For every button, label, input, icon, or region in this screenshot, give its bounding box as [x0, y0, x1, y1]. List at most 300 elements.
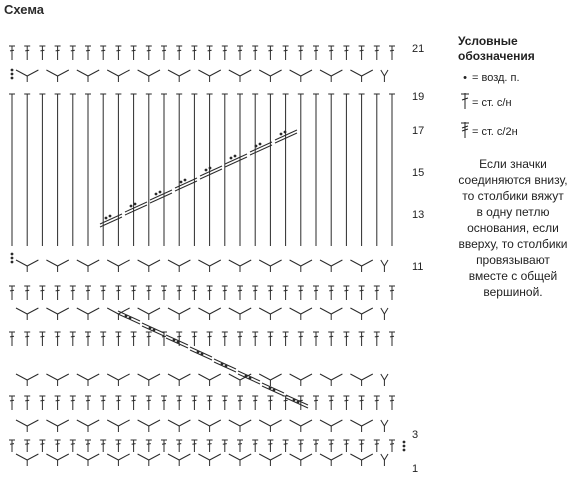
v-stitch [77, 260, 88, 266]
stitch-bar [101, 400, 105, 401]
legend-label-dc: = ст. с/н [472, 96, 512, 109]
stitch-bar [238, 50, 242, 51]
v-stitch [138, 454, 149, 460]
v-stitch [88, 260, 99, 266]
stitch-bar [162, 400, 166, 401]
v-stitch [384, 420, 388, 426]
stitch-bar [314, 336, 318, 337]
chain-dot [105, 217, 108, 220]
v-stitch [88, 420, 99, 426]
v-stitch [270, 454, 281, 460]
v-stitch [168, 420, 179, 426]
stitch-bar [177, 290, 181, 291]
stitch-bar [223, 50, 227, 51]
v-stitch [350, 374, 361, 380]
stitch-bar [299, 290, 303, 291]
stitch-bar [375, 336, 379, 337]
stitch-bar [132, 400, 136, 401]
chain-dot [280, 133, 283, 136]
v-stitch [301, 374, 312, 380]
stitch-bar [86, 336, 90, 337]
stitch-bar [25, 50, 29, 51]
v-stitch [149, 70, 160, 76]
v-stitch [381, 454, 385, 460]
v-stitch [118, 374, 129, 380]
stitch-bar [299, 50, 303, 51]
stitch-bar [71, 444, 75, 445]
chain-dot [155, 193, 158, 196]
v-stitch [331, 260, 342, 266]
chain-dot-icon: • [463, 72, 467, 84]
stitch-bar [116, 444, 120, 445]
v-stitch [301, 260, 312, 266]
v-stitch [118, 260, 129, 266]
stitch-bar [223, 336, 227, 337]
stitch-bar [329, 290, 333, 291]
v-stitch [270, 374, 281, 380]
v-stitch [77, 454, 88, 460]
stitch-bar [344, 400, 348, 401]
chain-dot [273, 389, 276, 392]
chain-dot [269, 387, 272, 390]
v-stitch [179, 420, 190, 426]
v-stitch [240, 420, 251, 426]
v-stitch [138, 420, 149, 426]
v-stitch [320, 374, 331, 380]
stitch-bar [223, 290, 227, 291]
chain-dot [11, 73, 14, 76]
v-stitch [16, 260, 27, 266]
v-stitch [27, 454, 38, 460]
legend [458, 34, 574, 300]
crochet-chart [0, 24, 450, 500]
v-stitch [118, 454, 129, 460]
v-stitch [168, 308, 179, 314]
v-stitch [362, 454, 373, 460]
v-stitch [362, 70, 373, 76]
stitch-bar [177, 50, 181, 51]
v-stitch [107, 308, 118, 314]
stitch-bar [344, 290, 348, 291]
stitch-bar [25, 444, 29, 445]
diagram-title: Схема [4, 2, 45, 17]
stitch-bar [238, 444, 242, 445]
v-stitch [27, 420, 38, 426]
stitch-bar [116, 336, 120, 337]
v-stitch [270, 70, 281, 76]
stitch-bar [284, 336, 288, 337]
stitch-bar [192, 400, 196, 401]
v-stitch [362, 260, 373, 266]
v-stitch [58, 308, 69, 314]
stitch-bar [116, 50, 120, 51]
v-stitch [350, 454, 361, 460]
v-stitch [118, 308, 129, 314]
stitch-bar [177, 400, 181, 401]
stitch-bar [223, 444, 227, 445]
stitch-bar [86, 50, 90, 51]
stitch-bar [299, 336, 303, 337]
row-number: 13 [412, 209, 425, 221]
v-stitch [301, 454, 312, 460]
v-stitch [118, 420, 129, 426]
stitch-bar [314, 400, 318, 401]
chain-dot [255, 145, 258, 148]
stitch-bar [162, 50, 166, 51]
stitch-bar [268, 290, 272, 291]
v-stitch [331, 70, 342, 76]
stitch-bar [10, 444, 14, 445]
stitch-bar [25, 290, 29, 291]
v-stitch [149, 260, 160, 266]
stitch-bar [147, 290, 151, 291]
v-stitch [381, 374, 385, 380]
stitch-bar [344, 50, 348, 51]
stitch-bar [132, 444, 136, 445]
stitch-bar [10, 290, 14, 291]
v-stitch [149, 374, 160, 380]
v-stitch [290, 70, 301, 76]
stitch-bar [299, 444, 303, 445]
stitch-bar [86, 400, 90, 401]
stitch-bar [192, 50, 196, 51]
v-stitch [290, 374, 301, 380]
legend-note: Если значки соединяются внизу, то столбики вяжут в одну петлю основания, если вверху, то столбики провязывают вместе с общей вершиной. [458, 157, 568, 299]
v-stitch [210, 308, 221, 314]
v-stitch [320, 70, 331, 76]
v-stitch [384, 70, 388, 76]
half-double-crochet-icon [458, 121, 472, 142]
legend-label-chain: = возд. п. [472, 72, 520, 84]
v-stitch [198, 374, 209, 380]
stitch-bar [208, 444, 212, 445]
stitch-bar [10, 50, 14, 51]
stitch-bar [329, 50, 333, 51]
stitch-bar [56, 400, 60, 401]
v-stitch [381, 260, 385, 266]
v-stitch [259, 308, 270, 314]
v-stitch [384, 260, 388, 266]
v-stitch [331, 374, 342, 380]
stitch-bar [314, 50, 318, 51]
v-stitch [384, 308, 388, 314]
stitch-bar [375, 290, 379, 291]
stitch-bar [132, 50, 136, 51]
stitch-bar [101, 444, 105, 445]
v-stitch [301, 420, 312, 426]
v-stitch [149, 308, 160, 314]
chain-dot [197, 351, 200, 354]
stitch-bar [360, 290, 364, 291]
stitch-bar [86, 290, 90, 291]
stitch-bar [101, 290, 105, 291]
v-stitch [320, 454, 331, 460]
v-stitch [210, 260, 221, 266]
v-stitch [168, 70, 179, 76]
v-stitch [198, 260, 209, 266]
v-stitch [168, 374, 179, 380]
row-number: 3 [412, 429, 419, 441]
stitch-bar [360, 50, 364, 51]
v-stitch [320, 260, 331, 266]
v-stitch [240, 70, 251, 76]
stitch-bar [208, 290, 212, 291]
v-stitch [229, 454, 240, 460]
stitch-bar [56, 50, 60, 51]
v-stitch [58, 260, 69, 266]
v-stitch [107, 374, 118, 380]
row-number: 19 [412, 91, 425, 103]
chain-dot [129, 317, 132, 320]
stitch-bar [238, 290, 242, 291]
v-stitch [198, 70, 209, 76]
stitch-bar [329, 336, 333, 337]
stitch-bar [329, 400, 333, 401]
v-stitch [210, 420, 221, 426]
stitch-bar [192, 336, 196, 337]
chain-dot [201, 353, 204, 356]
stitch-bar [375, 50, 379, 51]
stitch-bar [344, 336, 348, 337]
v-stitch [290, 260, 301, 266]
chain-dot [11, 69, 14, 72]
chain-dot [177, 341, 180, 344]
chain-dot [249, 377, 252, 380]
v-stitch [46, 454, 57, 460]
stitch-bar [375, 444, 379, 445]
chain-dot [11, 253, 14, 256]
row-number: 15 [412, 167, 425, 179]
v-stitch [384, 454, 388, 460]
chain-dot [403, 441, 406, 444]
chain-dot [259, 143, 262, 146]
v-stitch [301, 308, 312, 314]
stitch-bar [101, 50, 105, 51]
stitch-bar [329, 444, 333, 445]
stitch-bar [162, 290, 166, 291]
v-stitch [350, 260, 361, 266]
legend-item-chain [458, 72, 574, 84]
v-stitch [16, 420, 27, 426]
v-stitch [88, 374, 99, 380]
v-stitch [179, 454, 190, 460]
v-stitch [381, 420, 385, 426]
stitch-bar [101, 336, 105, 337]
v-stitch [229, 260, 240, 266]
chain-dot [403, 445, 406, 448]
v-stitch [331, 420, 342, 426]
v-stitch [259, 374, 270, 380]
v-stitch [350, 308, 361, 314]
chain-dot [125, 315, 128, 318]
chain-dot [284, 131, 287, 134]
stitch-bar [192, 290, 196, 291]
chain-dot [159, 191, 162, 194]
v-stitch [381, 308, 385, 314]
v-stitch [77, 308, 88, 314]
v-stitch [320, 308, 331, 314]
v-stitch [58, 70, 69, 76]
chain-dot [11, 257, 14, 260]
v-stitch [149, 454, 160, 460]
v-stitch [27, 70, 38, 76]
stitch-bar [192, 444, 196, 445]
row-number: 11 [412, 261, 424, 273]
stitch-bar [268, 400, 272, 401]
v-stitch [210, 374, 221, 380]
stitch-bar [344, 444, 348, 445]
v-stitch [240, 308, 251, 314]
chain-dot [297, 401, 300, 404]
legend-title: Условные обозначения [458, 34, 535, 63]
v-stitch [77, 70, 88, 76]
v-stitch [179, 374, 190, 380]
v-stitch [198, 308, 209, 314]
v-stitch [118, 70, 129, 76]
stitch-bar [238, 336, 242, 337]
v-stitch [16, 308, 27, 314]
v-stitch [58, 420, 69, 426]
stitch-bar [390, 336, 394, 337]
stitch-bar [162, 444, 166, 445]
chain-dot [221, 363, 224, 366]
v-stitch [179, 308, 190, 314]
stitch-bar [268, 444, 272, 445]
v-stitch [27, 260, 38, 266]
stitch-bar [10, 336, 14, 337]
v-stitch [27, 308, 38, 314]
row-number: 21 [412, 43, 425, 55]
v-stitch [290, 308, 301, 314]
chain-dot [184, 179, 187, 182]
stitch-bar [40, 50, 44, 51]
v-stitch [46, 260, 57, 266]
legend-label-tr: = ст. с/2н [472, 125, 518, 138]
v-stitch [58, 454, 69, 460]
stitch-bar [375, 400, 379, 401]
v-stitch [168, 454, 179, 460]
v-stitch [77, 420, 88, 426]
v-stitch [259, 260, 270, 266]
v-stitch [27, 374, 38, 380]
stitch-bar [71, 336, 75, 337]
stitch-bar [132, 290, 136, 291]
v-stitch [290, 454, 301, 460]
chain-dot [245, 375, 248, 378]
v-stitch [107, 70, 118, 76]
v-stitch [46, 420, 57, 426]
stitch-bar [253, 290, 257, 291]
stitch-bar [360, 400, 364, 401]
stitch-bar [71, 400, 75, 401]
stitch-bar [223, 400, 227, 401]
chain-dot [403, 449, 406, 452]
stitch-bar [208, 400, 212, 401]
stitch-bar [268, 50, 272, 51]
stitch-bar [56, 444, 60, 445]
v-stitch [88, 454, 99, 460]
stitch-bar [253, 444, 257, 445]
v-stitch [381, 70, 385, 76]
stitch-bar [390, 400, 394, 401]
stitch-bar [390, 50, 394, 51]
v-stitch [138, 70, 149, 76]
chain-dot [149, 327, 152, 330]
stitch-bar [253, 400, 257, 401]
v-stitch [168, 260, 179, 266]
v-stitch [229, 420, 240, 426]
v-stitch [259, 70, 270, 76]
chain-dot [173, 339, 176, 342]
v-stitch [179, 70, 190, 76]
stitch-bar [360, 444, 364, 445]
stitch-bar [40, 290, 44, 291]
v-stitch [149, 420, 160, 426]
v-stitch [331, 308, 342, 314]
stitch-bar [116, 400, 120, 401]
stitch-bar [56, 290, 60, 291]
v-stitch [210, 454, 221, 460]
chain-dot [234, 155, 237, 158]
v-stitch [46, 374, 57, 380]
v-stitch [240, 260, 251, 266]
stitch-bar [40, 336, 44, 337]
chain-dot [293, 399, 296, 402]
stitch-bar [284, 400, 288, 401]
v-stitch [88, 70, 99, 76]
stitch-bar [268, 336, 272, 337]
chain-dot [130, 205, 133, 208]
v-stitch [138, 308, 149, 314]
stitch-bar [299, 400, 303, 401]
chain-dot [109, 215, 112, 218]
stitch-bar [71, 290, 75, 291]
v-stitch [16, 454, 27, 460]
stitch-bar [40, 400, 44, 401]
stitch-bar [208, 336, 212, 337]
v-stitch [350, 420, 361, 426]
v-stitch [16, 70, 27, 76]
v-stitch [58, 374, 69, 380]
v-stitch [384, 374, 388, 380]
stitch-bar [40, 444, 44, 445]
v-stitch [77, 374, 88, 380]
stitch-bar [238, 400, 242, 401]
v-stitch [362, 420, 373, 426]
stitch-bar [147, 50, 151, 51]
stitch-bar [116, 290, 120, 291]
v-stitch [229, 308, 240, 314]
v-stitch [198, 420, 209, 426]
chain-dot [11, 77, 14, 80]
chain-dot [180, 181, 183, 184]
v-stitch [362, 308, 373, 314]
chain-dot [134, 203, 137, 206]
legend-item-dc [458, 92, 574, 113]
stitch-bar [390, 444, 394, 445]
stitch-bar [253, 336, 257, 337]
stitch-bar [162, 336, 166, 337]
stitch-bar [25, 336, 29, 337]
v-stitch [270, 420, 281, 426]
chain-dot [225, 365, 228, 368]
double-crochet-icon [458, 92, 472, 113]
v-stitch [107, 420, 118, 426]
stitch-bar [284, 290, 288, 291]
v-stitch [46, 70, 57, 76]
v-stitch [198, 454, 209, 460]
row-number: 1 [412, 463, 419, 475]
